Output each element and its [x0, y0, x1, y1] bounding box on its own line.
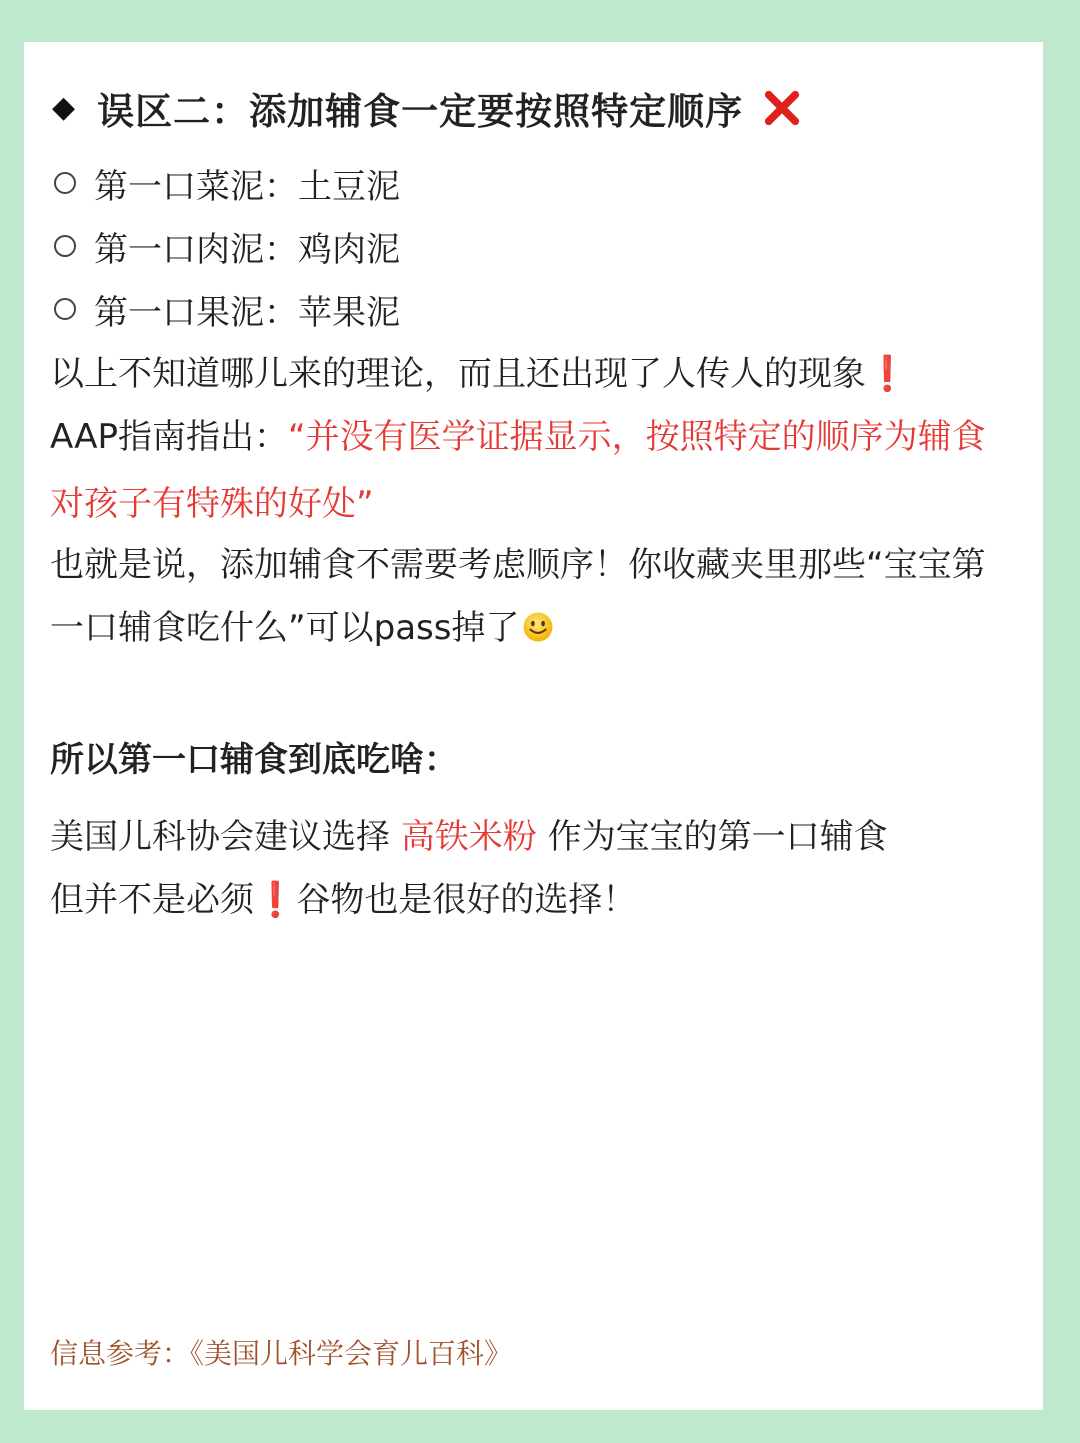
conclusion-text-2: 一口辅食吃什么”可以pass掉了: [50, 608, 520, 648]
reference-note: 信息参考：《美国儿科学会育儿百科》: [50, 1337, 513, 1370]
radio-circle-icon: [54, 298, 76, 320]
aap-quote-line1: “并没有医学证据显示，按照特定的顺序为辅食: [287, 417, 986, 457]
title-row: [52, 78, 801, 138]
page-title: 误区二：添加辅食一定要按照特定顺序: [97, 90, 744, 133]
option-item-meat: [52, 221, 400, 271]
aap-prefix: AAP指南指出：: [50, 417, 288, 457]
option-label: 第一口肉泥：鸡肉泥: [94, 229, 400, 270]
paragraph-not-required: [50, 878, 636, 922]
aap-quote-line2: 对孩子有特殊的好处”: [50, 484, 374, 524]
paragraph-aap-line2: [50, 482, 374, 526]
not-required-suffix: 谷物也是很好的选择！: [296, 880, 637, 920]
option-label: 第一口菜泥：土豆泥: [94, 166, 400, 207]
recommendation-prefix: 美国儿科协会建议选择: [50, 817, 401, 857]
cross-icon: [763, 89, 801, 127]
paragraph-conclusion-line2: [50, 606, 555, 650]
paragraph-aap-line1: [50, 415, 986, 459]
not-required-prefix: 但并不是必须: [50, 880, 254, 920]
radio-circle-icon: [54, 172, 76, 194]
diamond-bullet-icon: ◆: [52, 90, 76, 125]
option-label: 第一口果泥：苹果泥: [94, 292, 400, 333]
option-item-vegetable: [52, 158, 400, 208]
paragraph-text: 以上不知道哪儿来的理论，而且还出现了人传人的现象: [50, 354, 866, 394]
section-heading: 所以第一口辅食到底吃啥：: [50, 740, 458, 780]
smiley-icon: [521, 610, 555, 644]
recommendation-suffix: 作为宝宝的第一口辅食: [536, 817, 888, 857]
paragraph-recommendation: [50, 815, 888, 859]
radio-circle-icon: [54, 235, 76, 257]
highlight-rice-cereal: 高铁米粉: [400, 817, 537, 857]
exclamation-icon: ❗: [254, 880, 297, 920]
paragraph-theory: [50, 352, 908, 396]
conclusion-text-1: 也就是说，添加辅食不需要考虑顺序！你收藏夹里那些“宝宝第: [50, 545, 986, 585]
option-item-fruit: [52, 284, 400, 334]
exclamation-icon: ❗: [866, 354, 909, 394]
paragraph-conclusion-line1: [50, 543, 986, 587]
